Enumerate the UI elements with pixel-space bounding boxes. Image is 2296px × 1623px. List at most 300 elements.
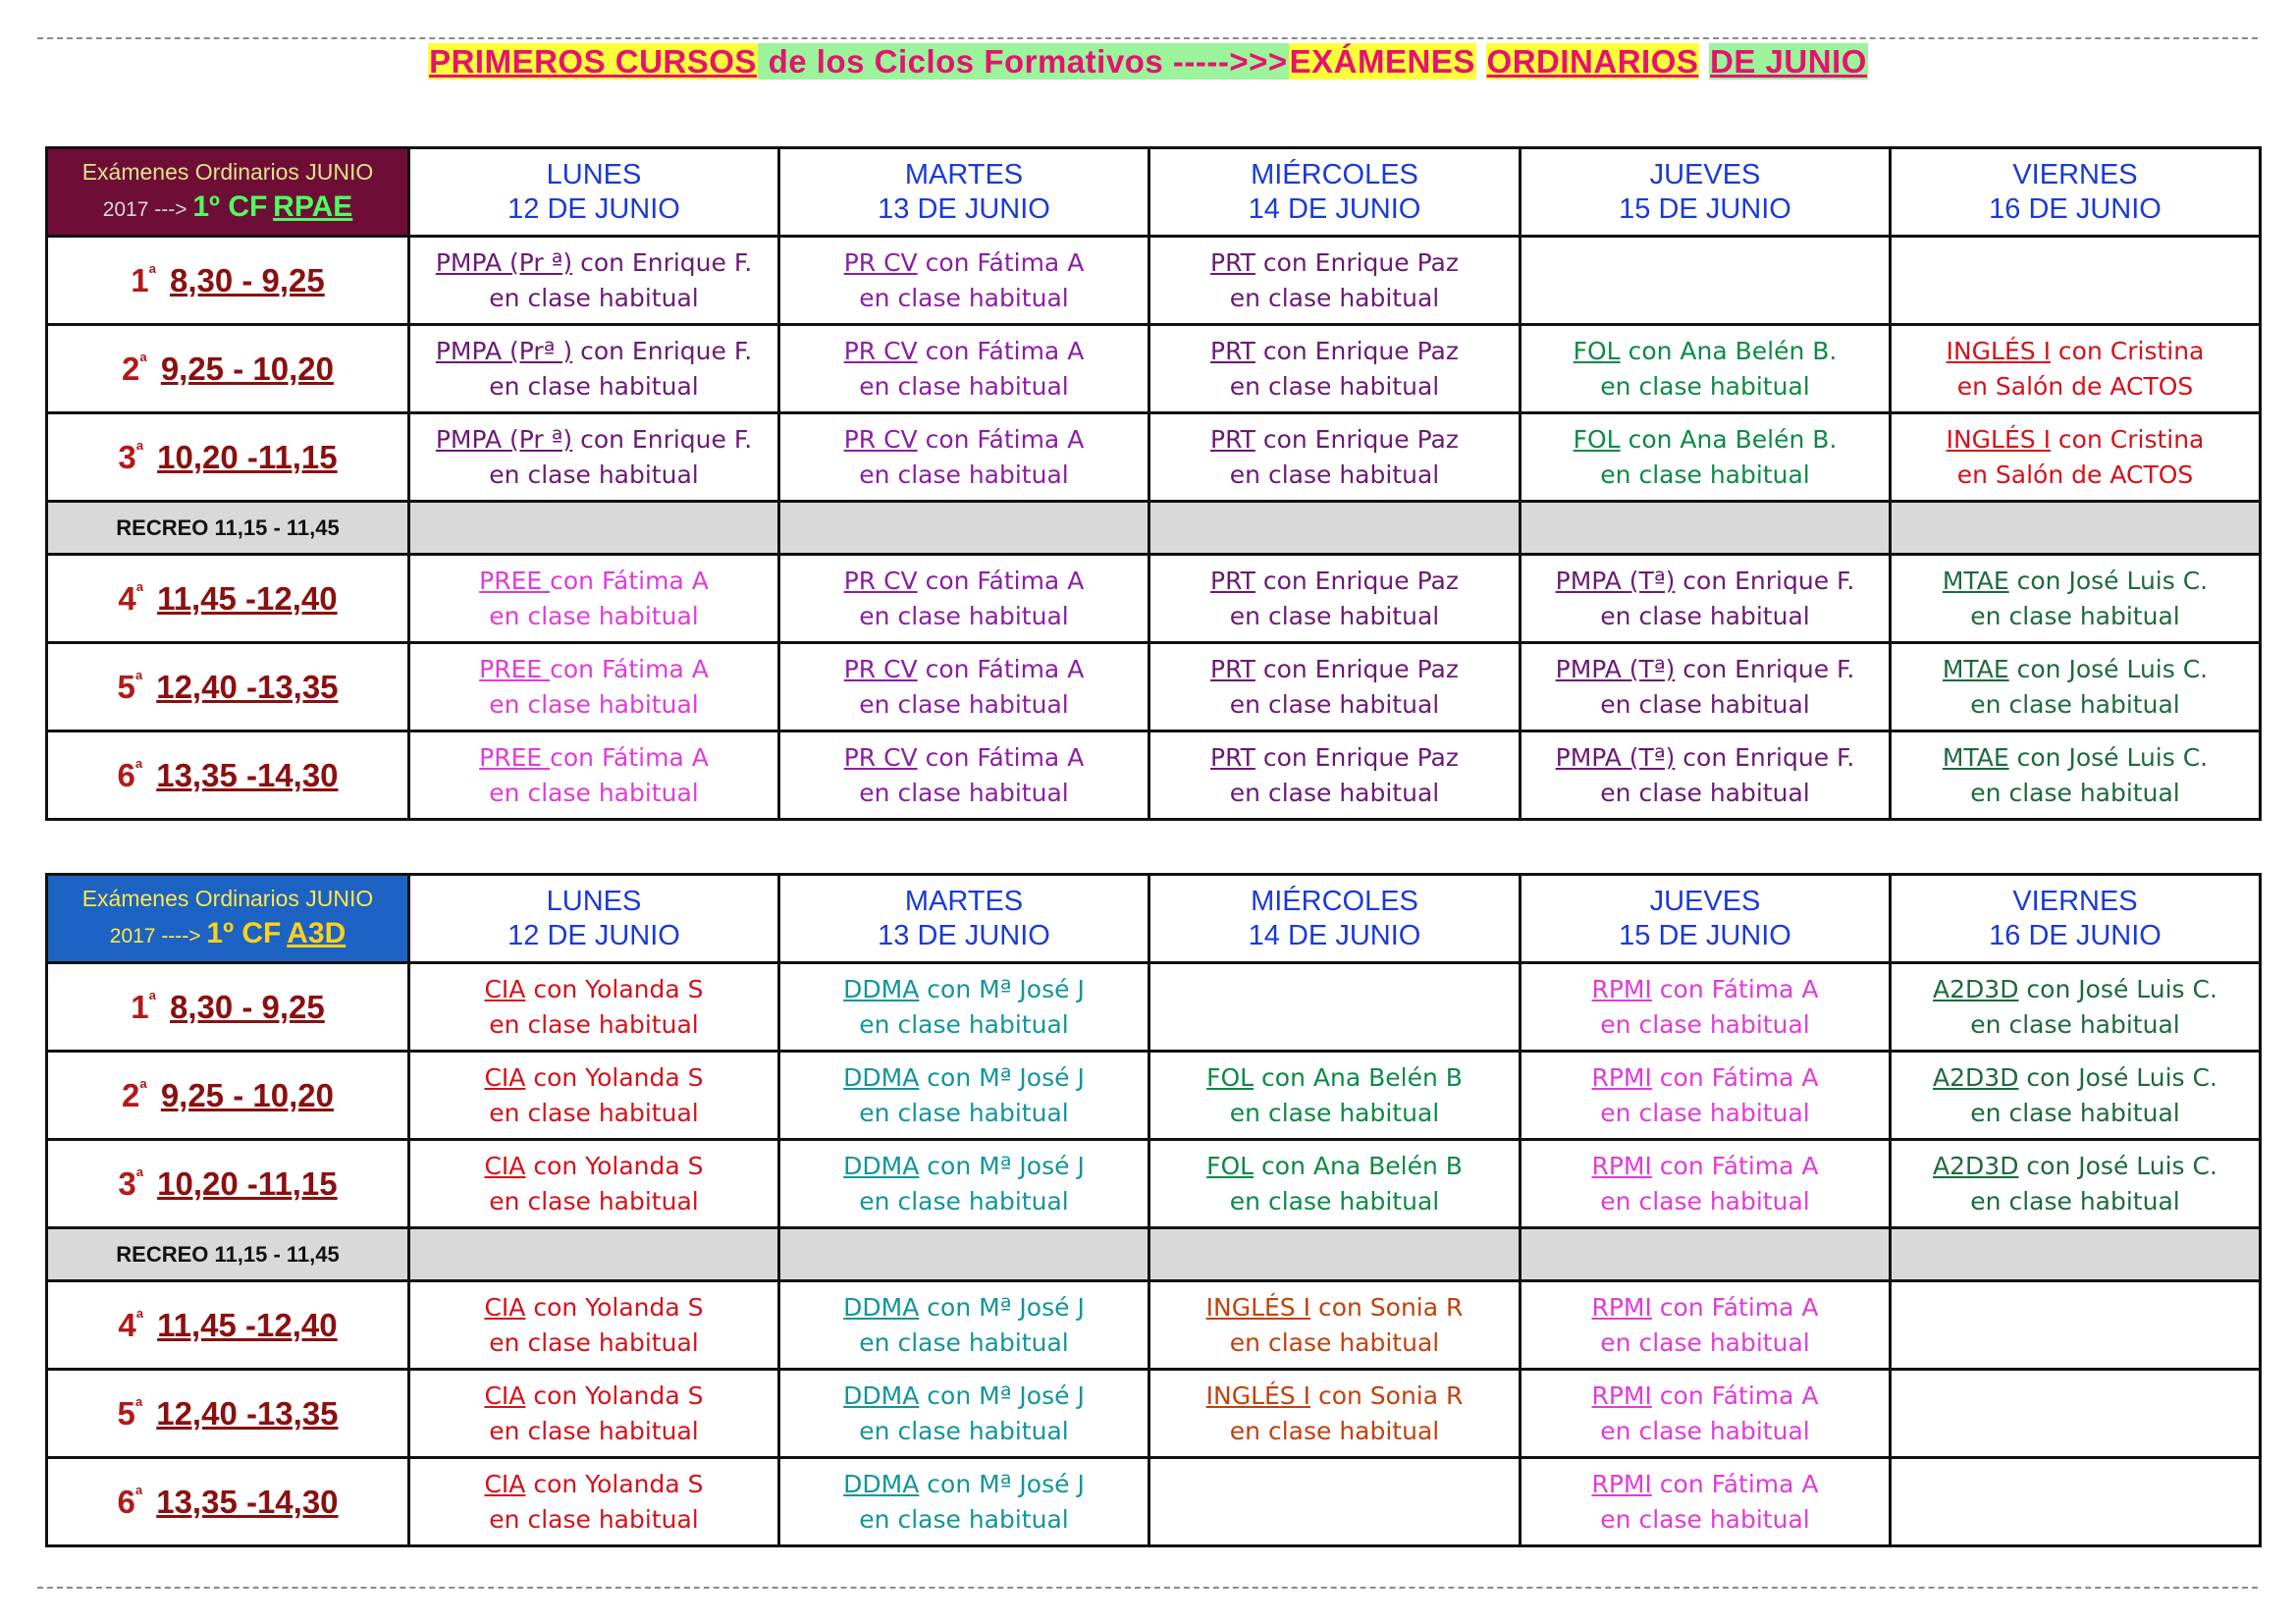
day-name: MIÉRCOLES bbox=[1251, 885, 1418, 917]
period-number-value: 1 bbox=[131, 988, 149, 1025]
exam-cell bbox=[1149, 555, 1521, 643]
ordinal-mark: ª bbox=[139, 1077, 147, 1100]
exam-subject: RPMI bbox=[1591, 1381, 1652, 1410]
exam-location: en clase habitual bbox=[1970, 1186, 2180, 1216]
exam-subject: PMPA (Pr ª) bbox=[435, 425, 573, 454]
exam-teacher: con Enrique F. bbox=[572, 337, 753, 365]
exam-teacher: con Enrique Paz bbox=[1255, 425, 1459, 454]
exam-line bbox=[1522, 1467, 1889, 1502]
day-date: 15 DE JUNIO bbox=[1619, 192, 1791, 225]
exam-teacher: con Fátima A bbox=[1651, 1470, 1819, 1498]
exam-subject: FOL bbox=[1573, 425, 1621, 454]
exam-subject: PREE bbox=[479, 567, 551, 595]
ordinal-mark: ª bbox=[135, 439, 144, 461]
recreo-label: RECREO 11,15 - 11,45 bbox=[47, 1228, 409, 1281]
exam-subject: DDMA bbox=[843, 1470, 920, 1498]
exam-line bbox=[410, 245, 777, 281]
empty-cell bbox=[1891, 1458, 2261, 1546]
title-part-ordinarios: ORDINARIOS bbox=[1486, 43, 1699, 80]
exam-teacher: con Yolanda S bbox=[525, 1293, 704, 1322]
exam-subject: PMPA (Tª) bbox=[1555, 567, 1676, 595]
exam-subject: DDMA bbox=[843, 1381, 920, 1410]
exam-line bbox=[1150, 652, 1519, 687]
empty-cell bbox=[1891, 237, 2261, 325]
day-date: 14 DE JUNIO bbox=[1248, 919, 1421, 951]
exam-line bbox=[410, 1060, 777, 1096]
exam-cell bbox=[779, 643, 1149, 731]
exam-subject: RPMI bbox=[1591, 975, 1652, 1003]
exam-teacher: con Yolanda S bbox=[525, 1152, 704, 1180]
top-dashed-rule bbox=[37, 37, 2258, 39]
exam-cell bbox=[779, 1370, 1149, 1458]
exam-location: en clase habitual bbox=[859, 371, 1069, 401]
exam-cell bbox=[1521, 1140, 1891, 1228]
period-number bbox=[131, 989, 156, 1025]
recreo-cell bbox=[409, 1228, 779, 1281]
period-number-value: 5 bbox=[117, 668, 135, 705]
exam-cell bbox=[1149, 731, 1521, 820]
exam-cell bbox=[779, 1458, 1149, 1546]
schedule-row bbox=[47, 643, 2261, 731]
exam-teacher: con Mª José J bbox=[919, 1293, 1085, 1322]
recreo-cell bbox=[1149, 1228, 1521, 1281]
exam-line bbox=[780, 740, 1148, 776]
period-cell bbox=[47, 643, 409, 731]
exam-teacher: con Fátima A bbox=[550, 567, 709, 595]
period-time: 12,40 -13,35 bbox=[156, 668, 339, 705]
exam-cell bbox=[1149, 325, 1521, 413]
exam-teacher: con Fátima A bbox=[917, 655, 1085, 683]
schedule-row bbox=[47, 1052, 2261, 1140]
exam-teacher: con Enrique Paz bbox=[1255, 337, 1459, 365]
exam-location: en clase habitual bbox=[1970, 689, 2180, 719]
exam-location: en clase habitual bbox=[489, 1098, 699, 1127]
exam-cell bbox=[1521, 1281, 1891, 1370]
exam-location: en clase habitual bbox=[1600, 1416, 1810, 1445]
exam-cell bbox=[409, 1458, 779, 1546]
period-cell bbox=[47, 1370, 409, 1458]
exam-cell bbox=[779, 963, 1149, 1052]
exam-cell bbox=[409, 325, 779, 413]
schedule-row bbox=[47, 1370, 2261, 1458]
exam-line bbox=[410, 334, 777, 369]
schedule-table-rpae bbox=[45, 146, 2262, 821]
period-cell bbox=[47, 1458, 409, 1546]
exam-teacher: con Fátima A bbox=[917, 567, 1085, 595]
day-header bbox=[1891, 875, 2261, 963]
exam-teacher: con José Luis C. bbox=[2018, 1063, 2217, 1092]
exam-location: en clase habitual bbox=[1600, 1504, 1810, 1534]
exam-subject: PRT bbox=[1210, 248, 1255, 277]
exam-teacher: con Fátima A bbox=[550, 743, 709, 772]
schedule-row bbox=[47, 731, 2261, 820]
exam-subject: CIA bbox=[484, 975, 526, 1003]
day-header bbox=[779, 148, 1149, 237]
exam-line bbox=[780, 1379, 1148, 1414]
exam-subject: MTAE bbox=[1942, 743, 2009, 772]
exam-location: en clase habitual bbox=[489, 460, 699, 489]
exam-line bbox=[410, 422, 777, 458]
exam-location: en clase habitual bbox=[859, 1327, 1069, 1357]
exam-cell bbox=[1521, 413, 1891, 502]
exam-location: en clase habitual bbox=[859, 1009, 1069, 1039]
exam-line bbox=[780, 1290, 1148, 1325]
exam-cell bbox=[779, 237, 1149, 325]
period-time: 9,25 - 10,20 bbox=[160, 1076, 334, 1113]
period-number-value: 4 bbox=[118, 1306, 136, 1343]
exam-teacher: con Enrique Paz bbox=[1255, 655, 1459, 683]
recreo-label: RECREO 11,15 - 11,45 bbox=[47, 502, 409, 555]
empty-cell bbox=[1891, 1281, 2261, 1370]
exam-cell bbox=[1891, 963, 2261, 1052]
empty-cell bbox=[1149, 1458, 1521, 1546]
recreo-cell bbox=[1521, 502, 1891, 555]
exam-location: en clase habitual bbox=[1600, 1327, 1810, 1357]
header-row bbox=[47, 148, 2261, 237]
exam-location: en clase habitual bbox=[1229, 1327, 1440, 1357]
exam-location: en clase habitual bbox=[1970, 778, 2180, 807]
ordinal-mark: ª bbox=[148, 989, 156, 1011]
schedule-row bbox=[47, 325, 2261, 413]
exam-subject: CIA bbox=[484, 1470, 526, 1498]
period-number-value: 4 bbox=[118, 579, 136, 617]
course-header-group: RPAE bbox=[273, 189, 353, 223]
period-cell bbox=[47, 325, 409, 413]
exam-subject: CIA bbox=[484, 1063, 526, 1092]
exam-cell bbox=[779, 1281, 1149, 1370]
period-time: 12,40 -13,35 bbox=[156, 1394, 339, 1432]
exam-line bbox=[1150, 740, 1519, 776]
exam-line bbox=[1522, 1149, 1889, 1184]
period-time: 13,35 -14,30 bbox=[156, 756, 339, 793]
empty-cell bbox=[1891, 1370, 2261, 1458]
exam-line bbox=[1150, 564, 1519, 599]
ordinal-mark: ª bbox=[139, 351, 147, 373]
exam-subject: CIA bbox=[484, 1293, 526, 1322]
period-cell bbox=[47, 1281, 409, 1370]
day-name: LUNES bbox=[546, 158, 642, 190]
exam-cell bbox=[409, 731, 779, 820]
exam-cell bbox=[1521, 731, 1891, 820]
exam-teacher: con Fátima A bbox=[917, 337, 1085, 365]
exam-line bbox=[1522, 1060, 1889, 1096]
exam-line bbox=[1892, 740, 2259, 776]
exam-cell bbox=[409, 237, 779, 325]
exam-cell bbox=[1149, 1281, 1521, 1370]
exam-location: en clase habitual bbox=[489, 371, 699, 401]
exam-location: en clase habitual bbox=[489, 778, 699, 807]
period-number bbox=[118, 580, 143, 617]
schedule-row bbox=[47, 1281, 2261, 1370]
exam-cell bbox=[1891, 1140, 2261, 1228]
exam-location: en clase habitual bbox=[859, 778, 1069, 807]
exam-subject: PR CV bbox=[843, 743, 918, 772]
exam-subject: PMPA (Prª ) bbox=[435, 337, 573, 365]
bottom-dashed-rule bbox=[37, 1587, 2258, 1589]
day-date: 16 DE JUNIO bbox=[1989, 919, 2162, 951]
exam-location: en clase habitual bbox=[1600, 1009, 1810, 1039]
day-date: 15 DE JUNIO bbox=[1619, 919, 1791, 951]
course-header-course: 1º CF bbox=[192, 189, 268, 223]
exam-teacher: con Fátima A bbox=[1651, 1293, 1819, 1322]
exam-teacher: con José Luis C. bbox=[2018, 975, 2217, 1003]
empty-cell bbox=[1521, 237, 1891, 325]
day-date: 12 DE JUNIO bbox=[507, 192, 680, 225]
title-part-ciclos: de los Ciclos Formativos ----->>> bbox=[758, 43, 1288, 80]
exam-subject: PMPA (Tª) bbox=[1555, 743, 1676, 772]
exam-cell bbox=[409, 413, 779, 502]
exam-cell bbox=[1521, 1370, 1891, 1458]
period-number bbox=[118, 1307, 143, 1343]
period-time: 13,35 -14,30 bbox=[156, 1483, 339, 1520]
exam-subject: PRT bbox=[1210, 655, 1255, 683]
exam-teacher: con Fátima A bbox=[550, 655, 709, 683]
exam-location: en clase habitual bbox=[489, 1186, 699, 1216]
exam-subject: CIA bbox=[484, 1381, 526, 1410]
exam-line bbox=[780, 245, 1148, 281]
exam-cell bbox=[409, 1370, 779, 1458]
exam-teacher: con Fátima A bbox=[1651, 1381, 1819, 1410]
exam-subject: PRT bbox=[1210, 743, 1255, 772]
period-cell bbox=[47, 237, 409, 325]
exam-teacher: con Enrique Paz bbox=[1255, 743, 1459, 772]
period-cell bbox=[47, 731, 409, 820]
exam-line bbox=[1522, 1290, 1889, 1325]
exam-line bbox=[410, 652, 777, 687]
day-name: VIERNES bbox=[2012, 885, 2138, 917]
period-number-value: 2 bbox=[122, 350, 140, 387]
course-header-year: 2017 ---> bbox=[102, 197, 187, 221]
exam-line bbox=[1892, 422, 2259, 458]
exam-line bbox=[410, 1379, 777, 1414]
exam-line bbox=[410, 1467, 777, 1502]
exam-teacher: con Enrique Paz bbox=[1255, 248, 1459, 277]
exam-line bbox=[780, 334, 1148, 369]
exam-location: en clase habitual bbox=[1229, 460, 1440, 489]
exam-location: en clase habitual bbox=[489, 283, 699, 312]
exam-cell bbox=[1891, 555, 2261, 643]
exam-cell bbox=[1149, 1370, 1521, 1458]
course-header-top: Exámenes Ordinarios JUNIO bbox=[81, 885, 374, 911]
day-header bbox=[1891, 148, 2261, 237]
empty-cell bbox=[1149, 963, 1521, 1052]
period-time: 10,20 -11,15 bbox=[157, 438, 338, 475]
ordinal-mark: ª bbox=[134, 669, 143, 691]
recreo-cell bbox=[1891, 502, 2261, 555]
exam-cell bbox=[1149, 1140, 1521, 1228]
exam-subject: DDMA bbox=[843, 1152, 920, 1180]
exam-subject: RPMI bbox=[1591, 1063, 1652, 1092]
exam-location: en clase habitual bbox=[489, 1416, 699, 1445]
exam-line bbox=[1892, 564, 2259, 599]
exam-teacher: con Enrique F. bbox=[572, 425, 753, 454]
period-number bbox=[118, 439, 143, 475]
period-number bbox=[131, 262, 156, 298]
exam-location: en clase habitual bbox=[859, 689, 1069, 719]
recreo-row bbox=[47, 1228, 2261, 1281]
course-header-group: A3D bbox=[287, 916, 347, 949]
exam-subject: DDMA bbox=[843, 1293, 920, 1322]
period-time: 11,45 -12,40 bbox=[157, 579, 338, 617]
header-row bbox=[47, 875, 2261, 963]
exam-line bbox=[1150, 1149, 1519, 1184]
period-number bbox=[122, 351, 147, 387]
day-name: VIERNES bbox=[2012, 158, 2138, 190]
exam-cell bbox=[779, 1140, 1149, 1228]
exam-line bbox=[1522, 740, 1889, 776]
exam-location: en clase habitual bbox=[859, 1504, 1069, 1534]
exam-location: en clase habitual bbox=[1229, 778, 1440, 807]
exam-location: en clase habitual bbox=[859, 1416, 1069, 1445]
exam-line bbox=[1150, 1379, 1519, 1414]
title-part-examenes: EXÁMENES bbox=[1289, 43, 1475, 80]
exam-cell bbox=[1891, 1052, 2261, 1140]
recreo-cell bbox=[1891, 1228, 2261, 1281]
exam-location: en clase habitual bbox=[1970, 1009, 2180, 1039]
exam-subject: INGLÉS I bbox=[1946, 425, 2051, 454]
exam-subject: PREE bbox=[479, 743, 551, 772]
exam-location: en clase habitual bbox=[1229, 601, 1440, 630]
recreo-cell bbox=[1521, 1228, 1891, 1281]
ordinal-mark: ª bbox=[134, 1395, 143, 1418]
exam-subject: CIA bbox=[484, 1152, 526, 1180]
exam-line bbox=[1892, 1060, 2259, 1096]
exam-cell bbox=[1521, 555, 1891, 643]
exam-line bbox=[410, 1149, 777, 1184]
day-name: MIÉRCOLES bbox=[1251, 158, 1418, 190]
exam-subject: RPMI bbox=[1591, 1470, 1652, 1498]
exam-subject: A2D3D bbox=[1933, 975, 2019, 1003]
exam-teacher: con Yolanda S bbox=[525, 1470, 704, 1498]
exam-cell bbox=[1149, 1052, 1521, 1140]
exam-teacher: con José Luis C. bbox=[2008, 743, 2209, 772]
period-number-value: 3 bbox=[118, 1164, 136, 1202]
schedule-row bbox=[47, 963, 2261, 1052]
exam-subject: FOL bbox=[1573, 337, 1621, 365]
exam-subject: PR CV bbox=[843, 425, 918, 454]
exam-location: en clase habitual bbox=[1600, 689, 1810, 719]
exam-subject: PRT bbox=[1210, 567, 1255, 595]
period-number-value: 3 bbox=[118, 438, 136, 475]
period-number-value: 5 bbox=[117, 1394, 135, 1432]
exam-location: en Salón de ACTOS bbox=[1956, 460, 2194, 489]
exam-line bbox=[1522, 334, 1889, 369]
exam-teacher: con Fátima A bbox=[917, 743, 1085, 772]
period-number bbox=[118, 1165, 143, 1202]
exam-cell bbox=[1521, 1052, 1891, 1140]
exam-line bbox=[780, 422, 1148, 458]
day-date: 13 DE JUNIO bbox=[878, 192, 1050, 225]
exam-location: en clase habitual bbox=[489, 689, 699, 719]
exam-subject: A2D3D bbox=[1933, 1063, 2019, 1092]
period-number bbox=[117, 669, 142, 705]
exam-cell bbox=[1521, 325, 1891, 413]
period-time: 9,25 - 10,20 bbox=[160, 350, 334, 387]
exam-location: en clase habitual bbox=[1600, 1098, 1810, 1127]
schedule-row bbox=[47, 555, 2261, 643]
course-header-a3d bbox=[47, 875, 409, 963]
exam-line bbox=[1522, 972, 1889, 1007]
exam-teacher: con Ana Belén B. bbox=[1620, 337, 1838, 365]
day-name: JUEVES bbox=[1649, 158, 1761, 190]
recreo-cell bbox=[1149, 502, 1521, 555]
exam-line bbox=[780, 1060, 1148, 1096]
schedule-row bbox=[47, 237, 2261, 325]
exam-subject: MTAE bbox=[1942, 567, 2009, 595]
course-header-rpae bbox=[47, 148, 409, 237]
exam-teacher: con Mª José J bbox=[919, 1381, 1085, 1410]
exam-teacher: con Mª José J bbox=[919, 1470, 1085, 1498]
title-part-primeros: PRIMEROS CURSOS bbox=[429, 43, 757, 80]
period-number bbox=[117, 1484, 142, 1520]
exam-teacher: con José Luis C. bbox=[2008, 567, 2209, 595]
exam-cell bbox=[1149, 413, 1521, 502]
period-number-value: 2 bbox=[122, 1076, 140, 1113]
exam-cell bbox=[779, 325, 1149, 413]
day-date: 14 DE JUNIO bbox=[1248, 192, 1421, 225]
exam-teacher: con Enrique F. bbox=[1675, 655, 1855, 683]
exam-line bbox=[780, 1149, 1148, 1184]
exam-teacher: con Enrique F. bbox=[1675, 567, 1855, 595]
exam-cell bbox=[1521, 643, 1891, 731]
exam-location: en clase habitual bbox=[1600, 460, 1810, 489]
period-number-value: 1 bbox=[131, 261, 149, 298]
day-date: 13 DE JUNIO bbox=[878, 919, 1050, 951]
exam-line bbox=[410, 972, 777, 1007]
exam-subject: INGLÉS I bbox=[1205, 1381, 1310, 1410]
exam-teacher: con Fátima A bbox=[1651, 975, 1819, 1003]
exam-subject: PR CV bbox=[843, 337, 918, 365]
period-cell bbox=[47, 555, 409, 643]
exam-line bbox=[1892, 334, 2259, 369]
schedule-row bbox=[47, 1458, 2261, 1546]
period-cell bbox=[47, 1140, 409, 1228]
exam-teacher: con Mª José J bbox=[919, 975, 1085, 1003]
exam-subject: PR CV bbox=[843, 567, 918, 595]
exam-location: en clase habitual bbox=[1970, 601, 2180, 630]
exam-line bbox=[780, 972, 1148, 1007]
day-header bbox=[1149, 148, 1521, 237]
exam-cell bbox=[779, 555, 1149, 643]
exam-line bbox=[780, 564, 1148, 599]
exam-cell bbox=[409, 963, 779, 1052]
exam-subject: PMPA (Tª) bbox=[1555, 655, 1676, 683]
exam-cell bbox=[409, 1140, 779, 1228]
ordinal-mark: ª bbox=[135, 1307, 144, 1329]
page-title bbox=[0, 43, 2296, 81]
day-name: LUNES bbox=[546, 885, 642, 917]
day-date: 16 DE JUNIO bbox=[1989, 192, 2162, 225]
exam-location: en clase habitual bbox=[489, 1504, 699, 1534]
day-header bbox=[779, 875, 1149, 963]
exam-location: en clase habitual bbox=[1229, 1416, 1440, 1445]
exam-cell bbox=[1149, 643, 1521, 731]
ordinal-mark: ª bbox=[134, 1484, 143, 1506]
exam-location: en clase habitual bbox=[1600, 601, 1810, 630]
exam-teacher: con Yolanda S bbox=[525, 975, 704, 1003]
exam-teacher: con Fátima A bbox=[917, 425, 1085, 454]
day-name: MARTES bbox=[904, 885, 1024, 917]
exam-location: en clase habitual bbox=[1229, 689, 1440, 719]
exam-cell bbox=[1891, 325, 2261, 413]
day-header bbox=[1521, 148, 1891, 237]
exam-line bbox=[1150, 245, 1519, 281]
exam-line bbox=[1522, 422, 1889, 458]
exam-cell bbox=[779, 731, 1149, 820]
exam-cell bbox=[1891, 731, 2261, 820]
day-name: MARTES bbox=[904, 158, 1024, 190]
exam-teacher: con Fátima A bbox=[1651, 1152, 1819, 1180]
